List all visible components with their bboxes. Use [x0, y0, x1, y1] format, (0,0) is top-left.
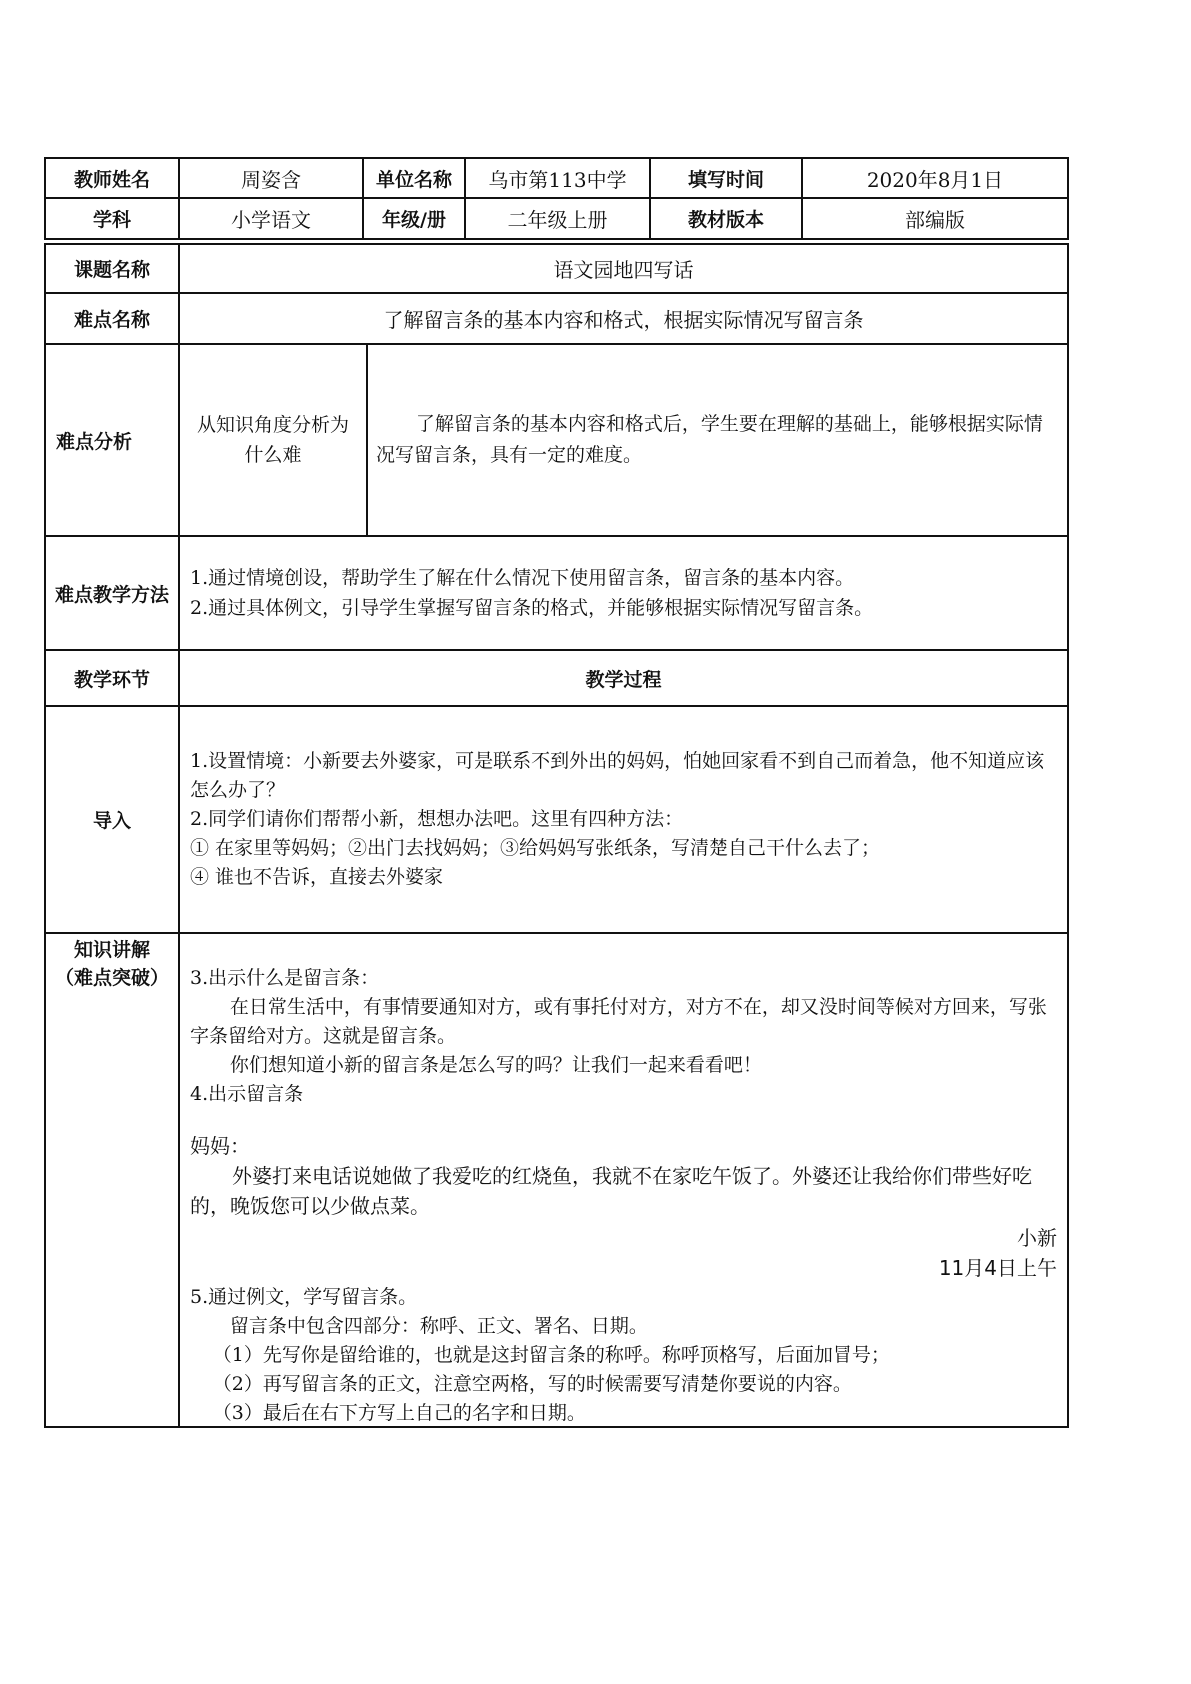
question-paragraph: 你们想知道小新的留言条是怎么写的吗？让我们一起来看看吧！ [229, 1054, 762, 1076]
process-step-header: 教学环节 [44, 651, 180, 707]
step5-title: 5.通过例文，学写留言条。 [190, 1286, 418, 1308]
parts-paragraph: 留言条中包含四部分：称呼、正文、署名、日期。 [229, 1315, 648, 1337]
note-date: 11月4日上午 [938, 1256, 1057, 1280]
note-body: 外婆打来电话说她做了我爱吃的红烧鱼，我就不在家吃午饭了。外婆还让我给你们带些好吃的，晚饭您可以少做点菜。 [190, 1164, 1032, 1218]
method-label: 难点教学方法 [44, 537, 180, 651]
knowledge-label [44, 934, 180, 1428]
knowledge-label-line-1: 知识讲解 [73, 939, 150, 961]
topic-label: 课题名称 [44, 243, 180, 294]
unit-name-value: 乌市第113中学 [466, 157, 651, 199]
note-signature: 小新 [1017, 1226, 1057, 1250]
edition-value: 部编版 [803, 199, 1069, 240]
part-1: （1）先写你是留给谁的，也就是这封留言条的称呼。称呼顶格写，后面加冒号； [212, 1344, 890, 1366]
intro-line-2: 2.同学们请你们帮帮小新，想想办法吧。这里有四种方法： [190, 808, 684, 830]
teacher-name-value: 周姿含 [180, 157, 364, 199]
part-2: （2）再写留言条的正文，注意空两格，写的时候需要写清楚你要说的内容。 [212, 1373, 852, 1395]
definition-paragraph: 在日常生活中，有事情要通知对方，或有事托付对方，对方不在，却又没时间等候对方回来，写张字条留给对方。这就是留言条。 [190, 996, 1047, 1047]
sample-note [190, 1131, 1057, 1283]
fill-time-label: 填写时间 [651, 157, 803, 199]
intro-line-1: 1.设置情境：小新要去外婆家，可是联系不到外出的妈妈，怕她回家看不到自己而着急，他不知道应该怎么办了？ [190, 750, 1045, 801]
intro-line-4: ④ 谁也不告诉，直接去外婆家 [190, 866, 444, 888]
process-detail-header: 教学过程 [180, 651, 1069, 707]
fill-time-value: 2020年8月1日 [803, 157, 1069, 199]
intro-content [180, 707, 1069, 934]
note-salutation: 妈妈： [190, 1134, 250, 1158]
analysis-paragraph: 了解留言条的基本内容和格式后，学生要在理解的基础上，能够根据实际情况写留言条，具有一定的难度。 [376, 413, 1043, 466]
difficulty-label: 难点名称 [44, 294, 180, 345]
knowledge-label-line-2: （难点突破） [54, 967, 169, 989]
method-line-1: 1.通过情境创设，帮助学生了解在什么情况下使用留言条，留言条的基本内容。 [190, 567, 855, 589]
method-content [180, 537, 1069, 651]
subject-label: 学科 [44, 199, 180, 240]
subject-value: 小学语文 [180, 199, 364, 240]
topic-value: 语文园地四写话 [180, 243, 1069, 294]
grade-value: 二年级上册 [466, 199, 651, 240]
teacher-name-label: 教师姓名 [44, 157, 180, 199]
knowledge-content [180, 934, 1069, 1428]
unit-name-label: 单位名称 [364, 157, 466, 199]
analysis-label: 难点分析 [44, 345, 180, 537]
part-3: （3）最后在右下方写上自己的名字和日期。 [212, 1402, 586, 1424]
intro-line-3: ① 在家里等妈妈；②出门去找妈妈；③给妈妈写张纸条，写清楚自己干什么去了； [190, 837, 881, 859]
step4-title: 4.出示留言条 [190, 1083, 304, 1105]
method-line-2: 2.通过具体例文，引导学生掌握写留言条的格式，并能够根据实际情况写留言条。 [190, 597, 874, 619]
difficulty-value: 了解留言条的基本内容和格式，根据实际情况写留言条 [180, 294, 1069, 345]
edition-label: 教材版本 [651, 199, 803, 240]
grade-label: 年级/册 [364, 199, 466, 240]
analysis-text [368, 345, 1069, 537]
analysis-sub-label: 从知识角度分析为什么难 [180, 345, 368, 537]
step3-title: 3.出示什么是留言条： [190, 967, 380, 989]
intro-label: 导入 [44, 707, 180, 934]
